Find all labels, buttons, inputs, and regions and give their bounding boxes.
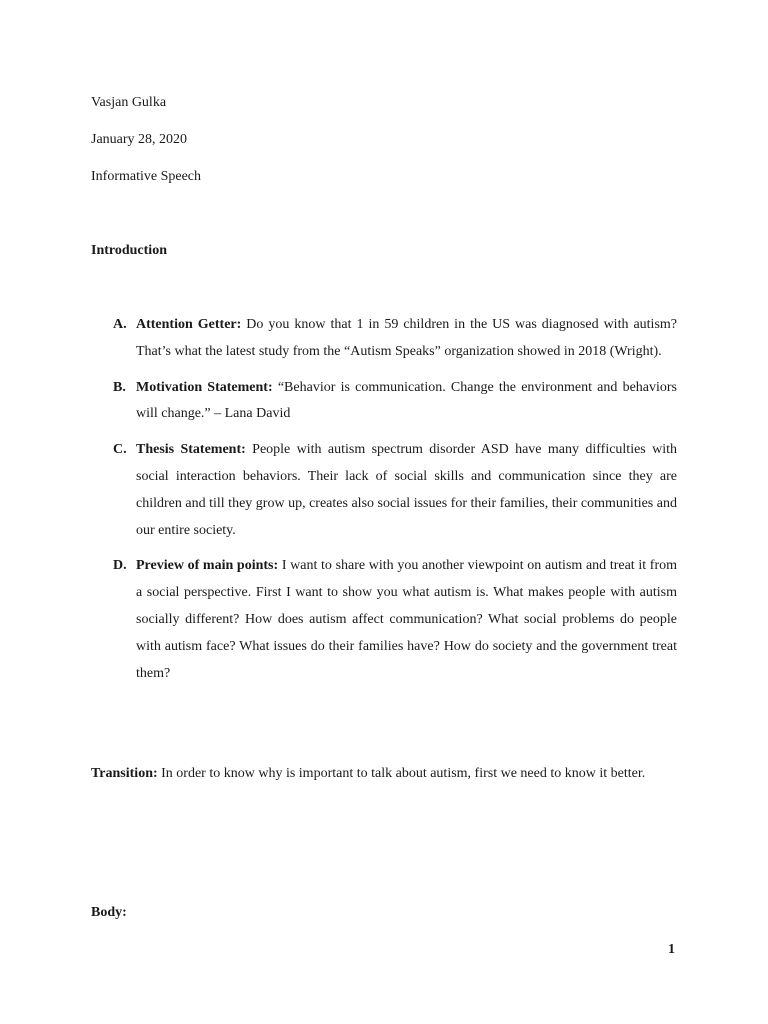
point-text: “Behavior is communication. Change the environment and behaviors will change.” – Lana David bbox=[136, 379, 678, 422]
point-label: Attention Getter: bbox=[136, 317, 242, 332]
point-letter: D. bbox=[113, 558, 127, 574]
point-label: Thesis Statement: bbox=[136, 442, 246, 458]
point-label: Preview of main points: bbox=[136, 558, 279, 574]
transition-label: Transition: bbox=[91, 766, 158, 781]
transition-text: In order to know why is important to talk about autism, first we need to know it better. bbox=[161, 766, 646, 781]
body-heading: Body: bbox=[91, 905, 127, 920]
document-date: January 28, 2020 bbox=[91, 132, 188, 147]
point-text: Do you know that 1 in 59 children in the US was diagnosed with autism? That’s what the latest study from the “Autism Speaks” organization showed in 2018 (Wright). bbox=[136, 317, 677, 359]
document-type: Informative Speech bbox=[91, 169, 202, 184]
point-letter: A. bbox=[113, 317, 127, 332]
point-text: People with autism spectrum disorder ASD have many difficulties with social interaction behaviors. Their lack of social skills and communication since they are children and till they grow up, creates also social issues for their families, their communities and our entire society. bbox=[136, 442, 678, 538]
introduction-points-list bbox=[91, 312, 677, 696]
point-letter: B. bbox=[113, 379, 126, 395]
introduction-heading: Introduction bbox=[91, 243, 167, 258]
point-text: I want to share with you another viewpoint on autism and treat it from a social perspective. First I want to show you what autism is. What makes people with autism socially different? How does autism affect communication? What social problems do people with autism face? What issues do their families have? How do society and the government treat them? bbox=[136, 558, 678, 681]
point-attention-getter bbox=[91, 312, 677, 366]
page-number: 1 bbox=[668, 942, 675, 957]
author-name: Vasjan Gulka bbox=[91, 95, 167, 110]
point-preview-main-points bbox=[91, 553, 677, 687]
point-label: Motivation Statement: bbox=[136, 379, 273, 395]
point-motivation-statement bbox=[91, 375, 677, 429]
point-letter: C. bbox=[113, 442, 127, 458]
point-thesis-statement bbox=[91, 437, 677, 544]
transition-paragraph bbox=[91, 760, 677, 787]
